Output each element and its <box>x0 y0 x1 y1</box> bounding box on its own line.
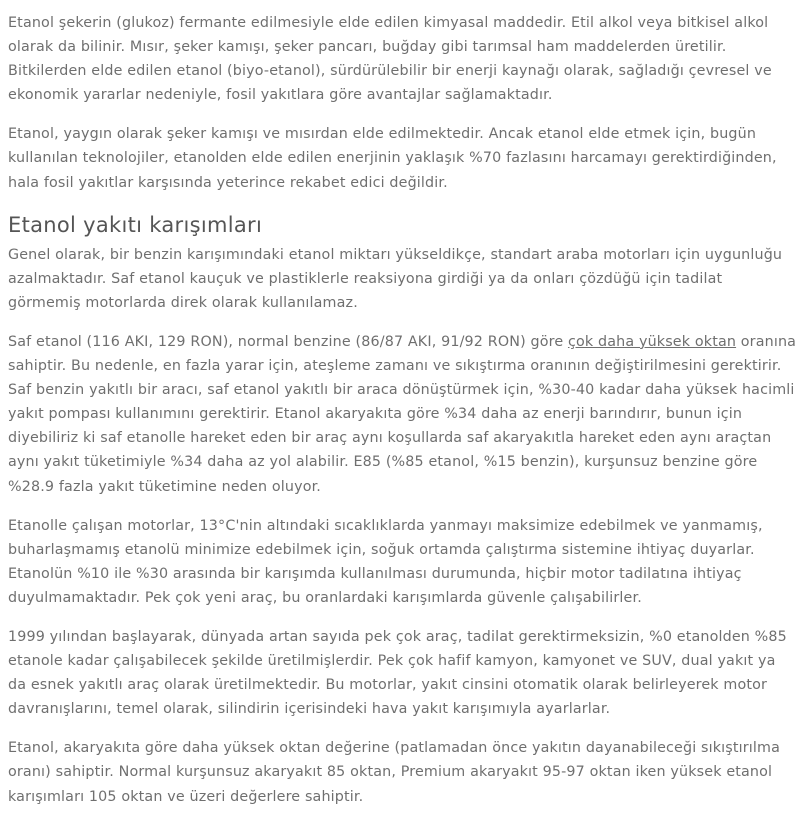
higher-octane-link[interactable]: çok daha yüksek oktan <box>567 333 737 350</box>
paragraph-octane <box>8 330 798 499</box>
paragraph-octane-text-start: Saf etanol (116 AKI, 129 RON), normal benzine (86/87 AKI, 91/92 RON) göre <box>8 333 568 350</box>
paragraph-octane-values: Etanol, akaryakıta göre daha yüksek oktan değerine (patlamadan önce yakıtın dayanabileceği sıkıştırılma oranı) sahiptir. Normal kurşunsuz akaryakıt 85 oktan, Premium akaryakıt 95-97 oktan iken yüksek etanol karışımları 105 oktan ve üzeri değerlere sahiptir. <box>8 740 781 805</box>
paragraph-blends: Genel olarak, bir benzin karışımındaki etanol miktarı yükseldikçe, standart araba motorları için uygunluğu azalmaktadır. Saf etanol kauçuk ve plastiklerle reaksiyona girdiği ya da onları çözdüğü için tadilat görmemiş motorlarda direk olarak kullanılamaz. <box>8 246 783 311</box>
article-body <box>8 11 798 824</box>
paragraph-flex-fuel: 1999 yılından başlayarak, dünyada artan sayıda pek çok araç, tadilat gerektirmeksizin, %0 etanolden %85 etanole kadar çalışabilecek şekilde üretilmişlerdir. Pek çok hafif kamyon, kamyonet ve SUV, dual yakıt ya da esnek yakıtlı araç olarak üretilmektedir. Bu motorlar, yakıt cinsini otomatik olarak belirleyerek motor davranışlarını, temel olarak, silindirin içerisindeki hava yakıt karışımıyla ayarlarlar. <box>8 628 787 718</box>
paragraph-intro: Etanol şekerin (glukoz) fermante edilmesiyle elde edilen kimyasal maddedir. Etil alkol veya bitkisel alkol olarak da bilinir. Mısır, şeker kamışı, şeker pancarı, buğday gibi tarımsal ham maddelerden üretilir. Bitkilerden elde edilen etanol (biyo-etanol), sürdürülebilir bir enerji kaynağı olarak, sağladığı çevresel ve ekonomik yararlar nedeniyle, fosil yakıtlara göre avantajlar sağlamaktadır. <box>8 15 772 104</box>
paragraph-octane-text-end: oranına sahiptir. Bu nedenle, en fazla yarar için, ateşleme zamanı ve sıkıştırma oranının değiştirilmesini gerektirir. Saf benzin yakıtlı bir aracı, saf etanol yakıtlı bir araca dönüştürmek için, %30-40 kadar daha yüksek hacimli yakıt pompası kullanımını gerektirir. Etanol akaryakıta göre %34 daha az enerji barındırır, bunun için diyebiliriz ki saf etanolle hareket eden bir araç aynı koşullarda saf akaryakıtla hareket eden aynı araçtan aynı yakıt tüketimiyle %34 daha az yol alabilir. E85 (%85 etanol, %15 benzin), kurşunsuz benzine göre %28.9 fazla yakıt tüketimine neden oluyor. <box>8 333 797 495</box>
paragraph-cold-start: Etanolle çalışan motorlar, 13°C'nin altındaki sıcaklıklarda yanmayı maksimize edebilmek ve yanmamış, buharlaşmamış etanolü minimize edebilmek için, soğuk ortamda çalıştırma sistemine ihtiyaç duyarlar. Etanolün %10 ile %30 arasında bir karışımda kullanılması durumunda, hiçbir motor tadilatına ihtiyaç duyulmamaktadır. Pek çok yeni araç, bu oranlardaki karışımlarda güvenle çalışabilirler. <box>8 517 763 606</box>
paragraph-production: Etanol, yaygın olarak şeker kamışı ve mısırdan elde edilmektedir. Ancak etanol elde etmek için, bugün kullanılan teknolojiler, etanolden elde edilen enerjinin yaklaşık %70 fazlasını harcamayı gerektirdiğinden, hala fosil yakıtlar karşısında yeterince rekabet edici değildir. <box>8 126 777 191</box>
section-heading: Etanol yakıtı karışımları <box>8 212 263 237</box>
